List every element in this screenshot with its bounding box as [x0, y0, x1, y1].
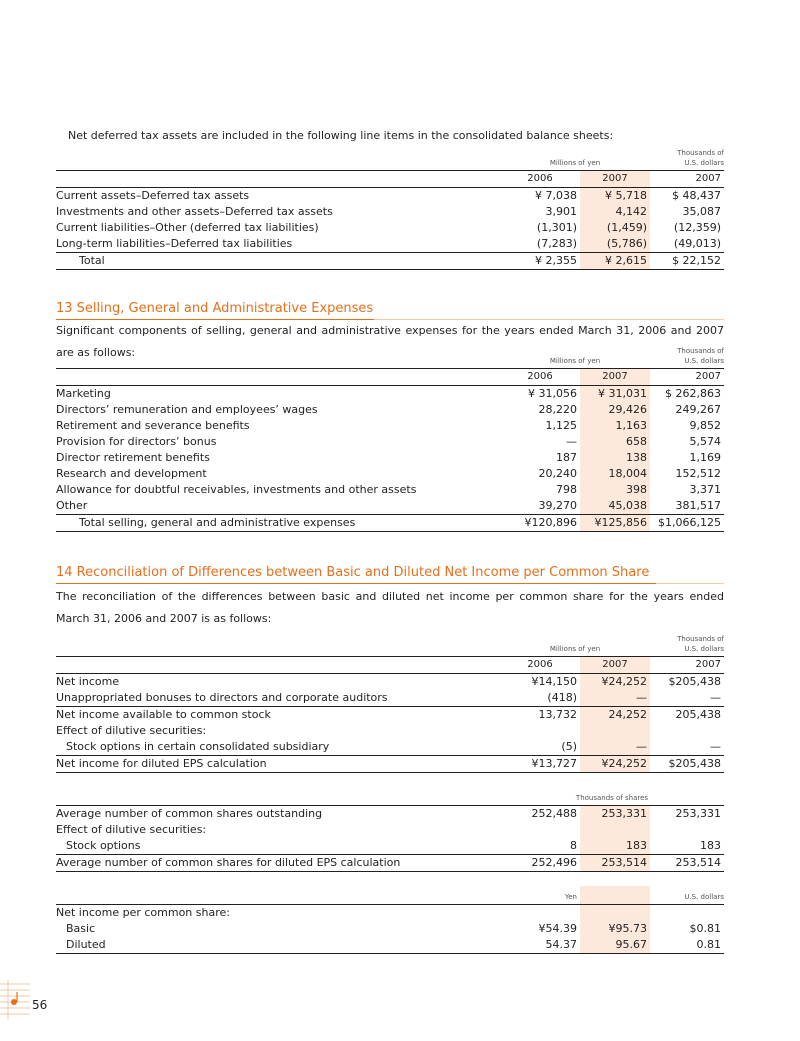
cell-2006: ¥14,150 — [531, 675, 577, 688]
row-label: Stock options in certain consolidated subsidiary — [66, 740, 330, 753]
row-label: Effect of dilutive securities: — [56, 724, 207, 737]
cell-2007 — [580, 822, 650, 838]
table-row — [56, 822, 724, 838]
row-label: Stock options — [66, 839, 141, 852]
unit-thousands-usd — [650, 148, 724, 168]
year-2006: 2006 — [500, 171, 580, 188]
cell-2006: ¥13,727 — [500, 756, 580, 773]
year-2007-usd: 2007 — [650, 657, 724, 674]
table-row — [56, 690, 724, 707]
table-row — [56, 204, 724, 220]
cell-2007-usd — [650, 822, 724, 838]
row-label: Current assets–Deferred tax assets — [56, 189, 250, 202]
table-row — [56, 188, 724, 205]
spacer — [56, 872, 724, 886]
table-row — [56, 674, 724, 691]
cell-2006: (1,301) — [536, 221, 577, 234]
table-row — [56, 838, 724, 855]
unit-header — [56, 148, 724, 170]
cell-2007: ¥ 31,031 — [580, 386, 650, 403]
cell-2007: 29,426 — [580, 402, 650, 418]
unit-millions-yen: Millions of yen — [549, 645, 601, 653]
shares-table — [56, 806, 724, 872]
cell-2006: 54.37 — [500, 937, 580, 954]
row-label: Net income per common share: — [56, 906, 230, 919]
cell-2007-usd: 253,514 — [650, 855, 724, 872]
cell-2007-usd: $ 22,152 — [650, 253, 724, 270]
cell-2006: ¥120,896 — [500, 515, 580, 532]
section-14-paragraph: The reconciliation of the differences between basic and diluted net income per common share for the years ended March 31, 2006 and 2007 is as follows: — [56, 590, 724, 625]
cell-2007-usd: 381,517 — [675, 499, 721, 512]
cell-2007-usd: 183 — [700, 839, 721, 852]
cell-2007: ¥24,252 — [580, 674, 650, 691]
row-label: Allowance for doubtful receivables, investments and other assets — [56, 483, 417, 496]
cell-2007: 253,331 — [580, 806, 650, 822]
sga-table — [56, 368, 724, 532]
row-label: Other — [56, 499, 88, 512]
cell-2006: ¥ 31,056 — [528, 387, 577, 400]
row-label: Retirement and severance benefits — [56, 419, 250, 432]
unit-thousands-usd-line1: Thousands of — [677, 635, 724, 643]
cell-2007: (1,459) — [580, 220, 650, 236]
cell-2007-usd — [650, 905, 724, 921]
cell-2006: (5) — [561, 740, 577, 753]
cell-2006 — [500, 723, 580, 739]
spacer — [56, 773, 724, 787]
cell-2007-usd: — — [650, 690, 724, 707]
deferred-tax-table — [56, 170, 724, 270]
row-label: Average number of common shares outstanding — [56, 807, 323, 820]
year-2007-usd: 2007 — [650, 171, 724, 188]
unit-thousands-usd-line2: U.S. dollars — [684, 357, 724, 365]
year-header-row — [56, 657, 724, 674]
row-label: Average number of common shares for diluted EPS calculation — [56, 855, 500, 872]
cell-2007: 1,163 — [580, 418, 650, 434]
page-decoration-icon — [0, 980, 30, 1020]
cell-2007: 18,004 — [580, 466, 650, 482]
cell-2006: 798 — [556, 483, 577, 496]
cell-2007: 138 — [580, 450, 650, 466]
cell-2007: 658 — [580, 434, 650, 450]
row-label: Unappropriated bonuses to directors and corporate auditors — [56, 690, 500, 707]
unit-header-shares — [56, 787, 724, 806]
row-label: Total — [56, 253, 500, 270]
unit-millions-yen: Millions of yen — [549, 357, 601, 365]
cell-2006: 252,488 — [531, 807, 577, 820]
table-row — [56, 921, 724, 937]
table-row — [56, 220, 724, 236]
row-label: Marketing — [56, 387, 111, 400]
cell-2006: 39,270 — [538, 499, 577, 512]
cell-2007-usd: 253,331 — [675, 807, 721, 820]
cell-2007-usd: 3,371 — [689, 483, 721, 496]
table-row — [56, 905, 724, 921]
cell-2007: ¥ 2,615 — [580, 253, 650, 270]
cell-2007-usd: — — [710, 740, 721, 753]
row-label: Director retirement benefits — [56, 451, 210, 464]
cell-2007-usd: 152,512 — [675, 467, 721, 480]
cell-2007-usd: $ 262,863 — [665, 387, 721, 400]
row-label: Investments and other assets–Deferred tax assets — [56, 205, 333, 218]
unit-thousands-usd-line2: U.S. dollars — [684, 645, 724, 653]
cell-2007: 4,142 — [580, 204, 650, 220]
cell-2006: (418) — [500, 690, 580, 707]
table-row — [56, 855, 724, 872]
row-label: Current liabilities–Other (deferred tax liabilities) — [56, 221, 319, 234]
cell-2007: ¥24,252 — [580, 756, 650, 773]
cell-2007-usd: 249,267 — [675, 403, 721, 416]
sga-table-block — [56, 346, 724, 532]
row-label: Research and development — [56, 467, 207, 480]
cell-2007 — [580, 723, 650, 739]
cell-2007: 24,252 — [580, 707, 650, 724]
row-label: Basic — [66, 922, 96, 935]
unit-millions-yen: Millions of yen — [549, 159, 601, 167]
unit-header — [56, 346, 724, 368]
highlight-cell — [580, 886, 650, 904]
row-label: Directors’ remuneration and employees’ wages — [56, 403, 318, 416]
cell-2006: 252,496 — [500, 855, 580, 872]
eps-table-block — [56, 634, 724, 954]
cell-2006: ¥ 2,355 — [500, 253, 580, 270]
section-13-title-text: 13 Selling, General and Administrative Expenses — [56, 301, 374, 316]
cell-2007: 45,038 — [580, 498, 650, 515]
intro-text: Net deferred tax assets are included in the following line items in the consolidated balance sheets: — [68, 129, 614, 142]
year-header-row — [56, 171, 724, 188]
cell-2006: 28,220 — [538, 403, 577, 416]
section-14-title — [56, 564, 724, 582]
cell-2006 — [500, 822, 580, 838]
cell-2007: ¥125,856 — [580, 515, 650, 532]
row-label: Net income for diluted EPS calculation — [56, 756, 500, 773]
section-13-paragraph: Significant components of selling, general and administrative expenses for the years ended March 31, 2006 and 2007 are as follows: — [56, 324, 724, 359]
cell-2006: ¥54.39 — [538, 922, 577, 935]
cell-2007: ¥95.73 — [580, 921, 650, 937]
cell-2007-usd: $1,066,125 — [650, 515, 724, 532]
unit-thousands-usd-line1: Thousands of — [677, 347, 724, 355]
row-label: Net income available to common stock — [56, 708, 271, 721]
table-row — [56, 418, 724, 434]
cell-2006: 1,125 — [545, 419, 577, 432]
table-row — [56, 236, 724, 253]
cell-2007: 398 — [580, 482, 650, 498]
cell-2006: 8 — [570, 839, 577, 852]
unit-header — [56, 634, 724, 656]
table-row — [56, 707, 724, 724]
cell-2007: — — [580, 690, 650, 707]
table-row — [56, 434, 724, 450]
year-header-row — [56, 369, 724, 386]
cell-2006: (7,283) — [536, 237, 577, 250]
cell-2007: 183 — [580, 838, 650, 855]
cell-2007-usd — [650, 723, 724, 739]
cell-2006: ¥ 7,038 — [535, 189, 577, 202]
cell-2007-usd: $205,438 — [650, 756, 724, 773]
section-14-title-text: 14 Reconciliation of Differences between Basic and Diluted Net Income per Common Share — [56, 565, 650, 580]
table-row — [56, 482, 724, 498]
row-label: Diluted — [56, 937, 500, 954]
cell-2007-usd: 205,438 — [675, 708, 721, 721]
deferred-tax-table-block — [56, 148, 724, 270]
cell-2007-usd: 35,087 — [682, 205, 721, 218]
page-number: 56 — [32, 998, 48, 1012]
unit-thousands-usd — [650, 634, 724, 654]
table-row — [56, 756, 724, 773]
table-row — [56, 466, 724, 482]
cell-2006: — — [566, 435, 577, 448]
row-label: Effect of dilutive securities: — [56, 823, 207, 836]
unit-thousands-usd-line1: Thousands of — [677, 149, 724, 157]
cell-2007-usd: 0.81 — [650, 937, 724, 954]
cell-2007-usd: $ 48,437 — [672, 189, 721, 202]
table-row — [56, 386, 724, 403]
total-row — [56, 515, 724, 532]
row-label: Total selling, general and administrative expenses — [56, 515, 500, 532]
year-2006: 2006 — [500, 369, 580, 386]
cell-2006: 187 — [556, 451, 577, 464]
cell-2007: 95.67 — [580, 937, 650, 954]
cell-2007: — — [580, 739, 650, 756]
unit-header-per-share — [56, 886, 724, 905]
cell-2006: 13,732 — [538, 708, 577, 721]
section-13-title — [56, 300, 724, 318]
year-2007: 2007 — [580, 657, 650, 674]
table-row — [56, 450, 724, 466]
year-2007-usd: 2007 — [650, 369, 724, 386]
per-share-table — [56, 905, 724, 954]
cell-2007-usd: (12,359) — [673, 221, 721, 234]
cell-2006: 3,901 — [545, 205, 577, 218]
row-label: Long-term liabilities–Deferred tax liabilities — [56, 237, 293, 250]
unit-thousands-usd — [650, 346, 724, 366]
table-row — [56, 806, 724, 822]
cell-2007: (5,786) — [580, 236, 650, 253]
section-rule-accent — [56, 583, 656, 584]
unit-yen: Yen — [564, 893, 577, 901]
unit-usd: U.S. dollars — [684, 893, 724, 901]
cell-2007-usd: (49,013) — [673, 237, 721, 250]
table-row — [56, 723, 724, 739]
table-row — [56, 498, 724, 515]
cell-2007-usd: 1,169 — [689, 451, 721, 464]
cell-2007-usd: 5,574 — [689, 435, 721, 448]
cell-2007: ¥ 5,718 — [580, 188, 650, 205]
year-2006: 2006 — [500, 657, 580, 674]
row-label: Provision for directors’ bonus — [56, 435, 217, 448]
unit-thousands-shares: Thousands of shares — [575, 794, 649, 802]
total-row — [56, 253, 724, 270]
table-row — [56, 937, 724, 954]
cell-2007-usd: $0.81 — [689, 922, 721, 935]
table-row — [56, 739, 724, 756]
cell-2007-usd: $205,438 — [668, 675, 721, 688]
net-income-table — [56, 656, 724, 773]
table-row — [56, 402, 724, 418]
cell-2007 — [580, 905, 650, 921]
cell-2007: 253,514 — [580, 855, 650, 872]
row-label: Net income — [56, 675, 120, 688]
year-2007: 2007 — [580, 171, 650, 188]
cell-2006 — [500, 905, 580, 921]
year-2007: 2007 — [580, 369, 650, 386]
cell-2007-usd: 9,852 — [689, 419, 721, 432]
unit-thousands-usd-line2: U.S. dollars — [684, 159, 724, 167]
cell-2006: 20,240 — [538, 467, 577, 480]
